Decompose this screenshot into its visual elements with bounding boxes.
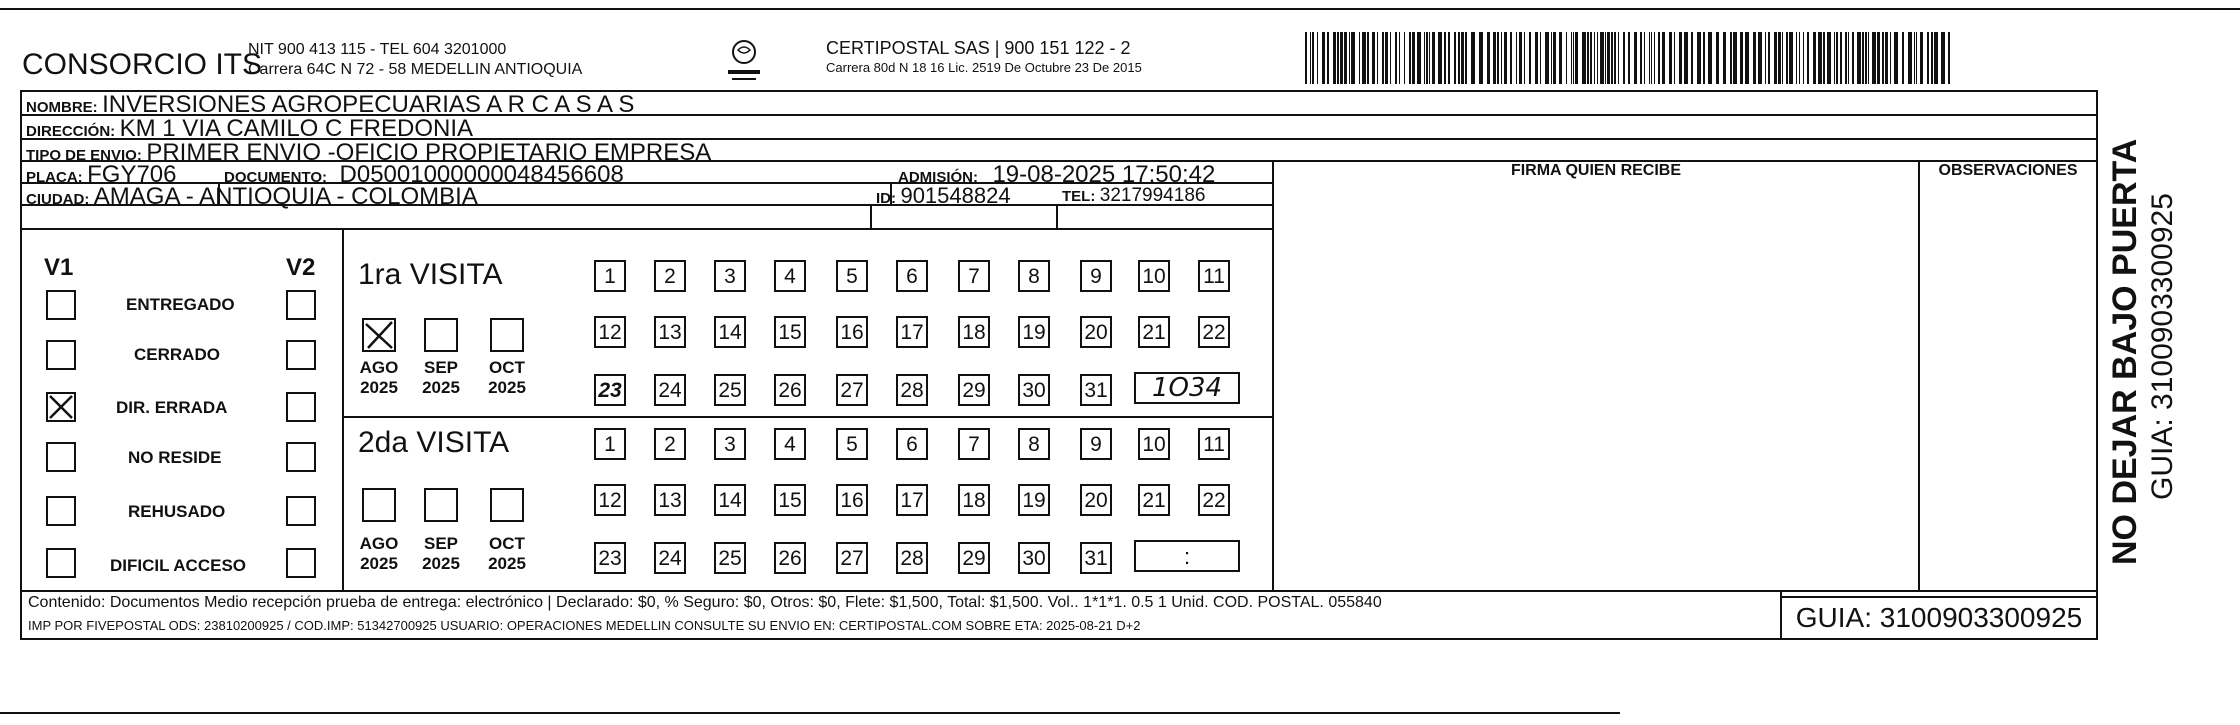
barcode-bar (1497, 32, 1499, 84)
barcode-bar (1827, 32, 1831, 84)
top-rule (0, 8, 2240, 10)
barcode-bar (1461, 32, 1464, 84)
day-box[interactable]: 15 (774, 316, 806, 348)
day-box[interactable]: 7 (958, 428, 990, 460)
day-box[interactable]: 21 (1138, 316, 1170, 348)
barcode-bar (1789, 32, 1793, 84)
barcode-bar (1894, 32, 1898, 84)
day-box[interactable]: 16 (836, 316, 868, 348)
barcode-bar (1575, 32, 1578, 84)
barcode-bar (1322, 32, 1325, 84)
barcode-bar (1372, 32, 1375, 84)
day-box[interactable]: 28 (896, 374, 928, 406)
col-rule (2096, 90, 2098, 640)
barcode-bar (1623, 32, 1625, 84)
barcode-bar (1697, 32, 1701, 84)
barcode-bar (1448, 32, 1450, 84)
barcode-bar (1349, 32, 1350, 84)
v1-checkbox[interactable] (46, 496, 76, 526)
id-field (876, 183, 1011, 209)
v1-checkbox-checked[interactable] (46, 392, 76, 422)
observaciones-header: OBSERVACIONES (1938, 162, 2078, 179)
barcode-bar (1540, 32, 1541, 84)
barcode-bar (1882, 32, 1884, 84)
barcode-bar (1510, 32, 1512, 84)
barcode-bar (1524, 32, 1525, 84)
barcode-bar (1679, 32, 1682, 84)
day-box[interactable]: 8 (1018, 260, 1050, 292)
barcode-bar (1836, 32, 1838, 84)
barcode-bar (1479, 32, 1483, 84)
barcode-bar (1611, 32, 1613, 84)
day-box[interactable]: 31 (1080, 374, 1112, 406)
barcode-bar (1628, 32, 1630, 84)
firma-header: FIRMA QUIEN RECIBE (1510, 162, 1682, 179)
courier-name: CERTIPOSTAL SAS | 900 151 122 - 2 (826, 38, 1131, 58)
barcode-bar (1327, 32, 1329, 84)
v1-checkbox[interactable] (46, 290, 76, 320)
v2-checkbox[interactable] (286, 340, 316, 370)
barcode-bar (1545, 32, 1549, 84)
barcode-bar (1310, 32, 1311, 84)
barcode-bar (1852, 32, 1854, 84)
barcode-bar (1799, 32, 1800, 84)
barcode-bar (1941, 32, 1945, 84)
second-visit-title: 2da VISITA (358, 426, 510, 459)
barcode-bar (1587, 32, 1589, 84)
barcode-bar (1865, 32, 1867, 84)
day-box[interactable]: 10 (1138, 428, 1170, 460)
month-label: AGO 2025 (359, 358, 399, 397)
status-label: ENTREGADO (126, 295, 235, 314)
day-box[interactable]: 2 (654, 260, 686, 292)
barcode-bar (1337, 32, 1339, 84)
status-label: DIR. ERRADA (116, 398, 228, 417)
barcode-bar (1916, 32, 1917, 84)
barcode-bar (1914, 32, 1915, 84)
ciudad-value: AMAGA - ANTIOQUIA - COLOMBIA (93, 183, 478, 210)
row-rule (342, 416, 1272, 418)
barcode-bar (1740, 32, 1743, 84)
day-box[interactable]: 20 (1080, 484, 1112, 516)
certipostal-logo (722, 36, 766, 88)
tel-label: TEL: (1062, 188, 1096, 205)
barcode-bar (1934, 32, 1938, 84)
barcode-bar (1559, 32, 1562, 84)
barcode-bar (1382, 32, 1384, 84)
day-box[interactable]: 30 (1018, 374, 1050, 406)
barcode-bar (1487, 32, 1490, 84)
day-box[interactable]: 11 (1198, 428, 1230, 460)
tipo-envio-value: PRIMER ENVIO -OFICIO PROPIETARIO EMPRESA (146, 139, 712, 166)
barcode-bar (1594, 32, 1595, 84)
admision-value: 19-08-2025 17:50:42 (992, 161, 1216, 188)
barcode-bar (1516, 32, 1517, 84)
courier-info (826, 38, 1142, 78)
barcode-bar (1708, 32, 1712, 84)
company-name: CONSORCIO ITS (22, 48, 263, 81)
side-guia: GUIA: 3100903300925 (2146, 193, 2179, 500)
day-box[interactable]: 13 (654, 484, 686, 516)
first-visit-title: 1ra VISITA (358, 258, 503, 291)
first-visit-time-handwritten[interactable]: 1O34 (1134, 372, 1240, 404)
barcode-bar (1848, 32, 1849, 84)
barcode-bar (1868, 32, 1869, 84)
col-rule (1056, 204, 1058, 228)
month-label: OCT 2025 (488, 534, 526, 573)
barcode-bar (1429, 32, 1430, 84)
tipo-envio-label: TIPO DE ENVIO: (26, 147, 142, 164)
day-box[interactable]: 15 (774, 484, 806, 516)
barcode-bar (1614, 32, 1616, 84)
barcode-bar (1454, 32, 1456, 84)
v1-checkbox[interactable] (46, 548, 76, 578)
barcode-bar (1774, 32, 1777, 84)
day-box[interactable]: 18 (958, 316, 990, 348)
barcode-bar (1404, 32, 1405, 84)
second-visit-time-field[interactable]: : (1134, 540, 1240, 572)
v2-checkbox[interactable] (286, 392, 316, 422)
barcode-bar (1551, 32, 1552, 84)
day-box[interactable]: 10 (1138, 260, 1170, 292)
day-box[interactable]: 3 (714, 428, 746, 460)
barcode-bar (1340, 32, 1343, 84)
barcode-bar (1367, 32, 1369, 84)
barcode-bar (1684, 32, 1688, 84)
barcode-bar (1399, 32, 1400, 84)
barcode-bar (1786, 32, 1788, 84)
day-box[interactable]: 22 (1198, 316, 1230, 348)
barcode-bar (1662, 32, 1665, 84)
v2-checkbox[interactable] (286, 290, 316, 320)
barcode-bar (1553, 32, 1556, 84)
barcode-bar (1796, 32, 1797, 84)
barcode-bar (1458, 32, 1460, 84)
col-rule (342, 228, 344, 590)
day-box-marked[interactable]: 23 (594, 374, 626, 406)
tel-value: 3217994186 (1099, 185, 1206, 206)
barcode-bar (1649, 32, 1650, 84)
day-box[interactable]: 7 (958, 260, 990, 292)
day-box[interactable]: 17 (896, 484, 928, 516)
barcode-bar (1703, 32, 1705, 84)
ciudad-label: CIUDAD: (26, 191, 90, 208)
barcode-bar (1465, 32, 1467, 84)
barcode-bar (1845, 32, 1847, 84)
barcode-bar (1571, 32, 1572, 84)
day-box[interactable]: 2 (654, 428, 686, 460)
barcode-bar (1409, 32, 1411, 84)
day-box[interactable]: 26 (774, 542, 806, 574)
day-box[interactable]: 29 (958, 542, 990, 574)
barcode-bar (1444, 32, 1446, 84)
barcode-bar (1597, 32, 1598, 84)
barcode-bar (1669, 32, 1672, 84)
barcode-bar (1890, 32, 1891, 84)
barcode-bar (1305, 32, 1307, 84)
day-box[interactable]: 1 (594, 260, 626, 292)
company-nit: NIT 900 413 115 - TEL 604 3201000 (248, 41, 507, 58)
day-box[interactable]: 26 (774, 374, 806, 406)
barcode-bar (1857, 32, 1861, 84)
placa-label: PLACA: (26, 169, 83, 186)
barcode-bar (1395, 32, 1397, 84)
barcode-bar (1644, 32, 1645, 84)
day-box[interactable]: 22 (1198, 484, 1230, 516)
footer-contents: Contenido: Documentos Medio recepción prueba de entrega: electrónico | Declarado: $0, % Seguro: $0, Otros: $0, Flete: $1,500, Total: $1,500. Vol.. 1*1*1. 0.5 1 Unid. COD. POSTAL. 055840 (28, 594, 1382, 611)
month-label: OCT 2025 (488, 358, 526, 397)
day-box[interactable]: 19 (1018, 316, 1050, 348)
v1-checkbox[interactable] (46, 442, 76, 472)
barcode-bar (1654, 32, 1655, 84)
barcode-bar (1519, 32, 1522, 84)
first-month-checkbox[interactable] (424, 318, 458, 352)
barcode-bar (1778, 32, 1781, 84)
v1-checkbox[interactable] (46, 340, 76, 370)
day-box[interactable]: 12 (594, 316, 626, 348)
v2-checkbox[interactable] (286, 442, 316, 472)
month-label: AGO 2025 (359, 534, 399, 573)
barcode-bar (1412, 32, 1415, 84)
ciudad-field (26, 183, 478, 211)
barcode-bar (1730, 32, 1732, 84)
barcode-bar (1359, 32, 1360, 84)
day-box[interactable]: 16 (836, 484, 868, 516)
barcode-bar (1607, 32, 1610, 84)
day-box[interactable]: 1 (594, 428, 626, 460)
v2-label: V2 (286, 254, 316, 281)
day-box[interactable]: 21 (1138, 484, 1170, 516)
day-box[interactable]: 6 (896, 260, 928, 292)
day-box[interactable]: 18 (958, 484, 990, 516)
barcode-bar (1417, 32, 1421, 84)
check-mark-icon (364, 320, 394, 350)
footer-print-info: IMP POR FIVEPOSTAL ODS: 23810200925 / COD.IMP: 51342700925 USUARIO: OPERACIONES MEDELLIN CONSULTE SU ENVIO EN: CERTIPOSTAL.COM SOBRE ETA: 2025-08-21 D+2 (28, 618, 1141, 633)
barcode-bar (1885, 32, 1888, 84)
barcode-bar (1504, 32, 1507, 84)
check-mark-icon (48, 394, 74, 420)
day-box[interactable]: 14 (714, 316, 746, 348)
guia-number-box: GUIA: 3100903300925 (1780, 596, 2098, 640)
barcode-bar (1813, 32, 1816, 84)
barcode-bar (1582, 32, 1586, 84)
v2-checkbox[interactable] (286, 496, 316, 526)
first-month-checkbox-checked[interactable] (362, 318, 396, 352)
barcode-bar (1768, 32, 1770, 84)
barcode-bar (1573, 32, 1574, 84)
barcode-bar (1432, 32, 1435, 84)
barcode-bar (1501, 32, 1502, 84)
barcode-bar (1566, 32, 1567, 84)
company-info (248, 40, 582, 80)
day-box[interactable]: 25 (714, 542, 746, 574)
barcode-bar (1920, 32, 1923, 84)
barcode-bar (1385, 32, 1388, 84)
day-box[interactable]: 27 (836, 374, 868, 406)
id-value: 901548824 (900, 183, 1011, 208)
row-rule (20, 590, 2098, 592)
barcode-bar (1908, 32, 1912, 84)
day-box[interactable]: 3 (714, 260, 746, 292)
day-box[interactable]: 11 (1198, 260, 1230, 292)
barcode-bar (1758, 32, 1762, 84)
direccion-value: KM 1 VIA CAMILO C FREDONIA (119, 115, 474, 142)
day-box[interactable]: 31 (1080, 542, 1112, 574)
barcode-bar (1807, 32, 1809, 84)
firma-area[interactable] (1274, 184, 1918, 590)
barcode-bar (1733, 32, 1737, 84)
barcode-bar (1948, 32, 1950, 84)
status-label: CERRADO (134, 345, 220, 364)
barcode-bar (1529, 32, 1531, 84)
status-label: DIFICIL ACCESO (110, 556, 247, 575)
day-box[interactable]: 24 (654, 374, 686, 406)
second-month-checkbox[interactable] (362, 488, 396, 522)
id-label: ID: (876, 190, 896, 207)
barcode-bar (1716, 32, 1719, 84)
day-box[interactable]: 24 (654, 542, 686, 574)
barcode-bar (1312, 32, 1314, 84)
admision-label: ADMISIÓN: (898, 169, 978, 186)
nombre-label: NOMBRE: (26, 99, 98, 116)
month-label: SEP 2025 (422, 358, 460, 397)
barcode-bar (1317, 32, 1318, 84)
company-address: Carrera 64C N 72 - 58 MEDELLIN ANTIOQUIA (248, 61, 583, 78)
day-box[interactable]: 9 (1080, 260, 1112, 292)
col-rule (870, 204, 872, 228)
day-box[interactable]: 28 (896, 542, 928, 574)
day-box[interactable]: 12 (594, 484, 626, 516)
side-warning: NO DEJAR BAJO PUERTA (2106, 138, 2144, 565)
barcode-bar (1600, 32, 1604, 84)
day-box[interactable]: 4 (774, 260, 806, 292)
barcode (1305, 32, 1955, 84)
barcode-bar (1535, 32, 1538, 84)
day-box[interactable]: 17 (896, 316, 928, 348)
documento-value: D05001000000048456608 (339, 161, 624, 188)
month-label: SEP 2025 (422, 534, 460, 573)
day-box[interactable]: 9 (1080, 428, 1112, 460)
nombre-value: INVERSIONES AGROPECUARIAS A R C A S A S (102, 91, 635, 118)
barcode-bar (1877, 32, 1880, 84)
day-box[interactable]: 23 (594, 542, 626, 574)
status-label: NO RESIDE (128, 448, 222, 467)
barcode-bar (1674, 32, 1675, 84)
second-month-checkbox[interactable] (490, 488, 524, 522)
status-label: REHUSADO (128, 502, 226, 521)
direccion-label: DIRECCIÓN: (26, 123, 116, 140)
day-box[interactable]: 6 (896, 428, 928, 460)
v2-checkbox[interactable] (286, 548, 316, 578)
barcode-bar (1782, 32, 1783, 84)
barcode-bar (1471, 32, 1475, 84)
barcode-bar (1344, 32, 1347, 84)
barcode-bar (1651, 32, 1652, 84)
documento-label: DOCUMENTO: (224, 169, 328, 186)
barcode-bar (1333, 32, 1336, 84)
barcode-bar (1351, 32, 1355, 84)
day-box[interactable]: 27 (836, 542, 868, 574)
barcode-bar (1390, 32, 1391, 84)
barcode-bar (1618, 32, 1619, 84)
day-box[interactable]: 5 (836, 260, 868, 292)
barcode-bar (1745, 32, 1749, 84)
courier-address: Carrera 80d N 18 16 Lic. 2519 De Octubre 23 De 2015 (826, 60, 1142, 75)
barcode-bar (1590, 32, 1592, 84)
day-box[interactable]: 4 (774, 428, 806, 460)
barcode-bar (1862, 32, 1864, 84)
day-box[interactable]: 14 (714, 484, 746, 516)
bottom-rule (0, 712, 1620, 714)
day-box[interactable]: 8 (1018, 428, 1050, 460)
barcode-bar (1424, 32, 1425, 84)
tel-field (1062, 185, 1205, 207)
barcode-bar (1605, 32, 1606, 84)
day-box[interactable]: 25 (714, 374, 746, 406)
day-box[interactable]: 19 (1018, 484, 1050, 516)
barcode-bar (1753, 32, 1756, 84)
barcode-bar (1823, 32, 1825, 84)
barcode-bar (1377, 32, 1378, 84)
v1-label: V1 (44, 254, 74, 281)
second-month-checkbox[interactable] (424, 488, 458, 522)
barcode-bar (1438, 32, 1442, 84)
placa-value: FGY706 (87, 161, 177, 188)
barcode-bar (1927, 32, 1929, 84)
observaciones-area[interactable] (1920, 184, 2096, 590)
barcode-bar (1818, 32, 1822, 84)
barcode-bar (1840, 32, 1842, 84)
barcode-bar (1640, 32, 1642, 84)
day-box[interactable]: 20 (1080, 316, 1112, 348)
barcode-bar (1658, 32, 1660, 84)
row-rule (20, 228, 1272, 230)
barcode-bar (1723, 32, 1726, 84)
barcode-bar (1493, 32, 1496, 84)
barcode-bar (1803, 32, 1804, 84)
barcode-bar (1931, 32, 1933, 84)
barcode-bar (1634, 32, 1637, 84)
barcode-bar (1834, 32, 1835, 84)
barcode-bar (1691, 32, 1693, 84)
first-month-checkbox[interactable] (490, 318, 524, 352)
day-box[interactable]: 29 (958, 374, 990, 406)
day-box[interactable]: 5 (836, 428, 868, 460)
barcode-bar (1426, 32, 1428, 84)
barcode-bar (1902, 32, 1904, 84)
barcode-bar (1872, 32, 1876, 84)
day-box[interactable]: 13 (654, 316, 686, 348)
barcode-bar (1765, 32, 1766, 84)
barcode-bar (1362, 32, 1366, 84)
day-box[interactable]: 30 (1018, 542, 1050, 574)
